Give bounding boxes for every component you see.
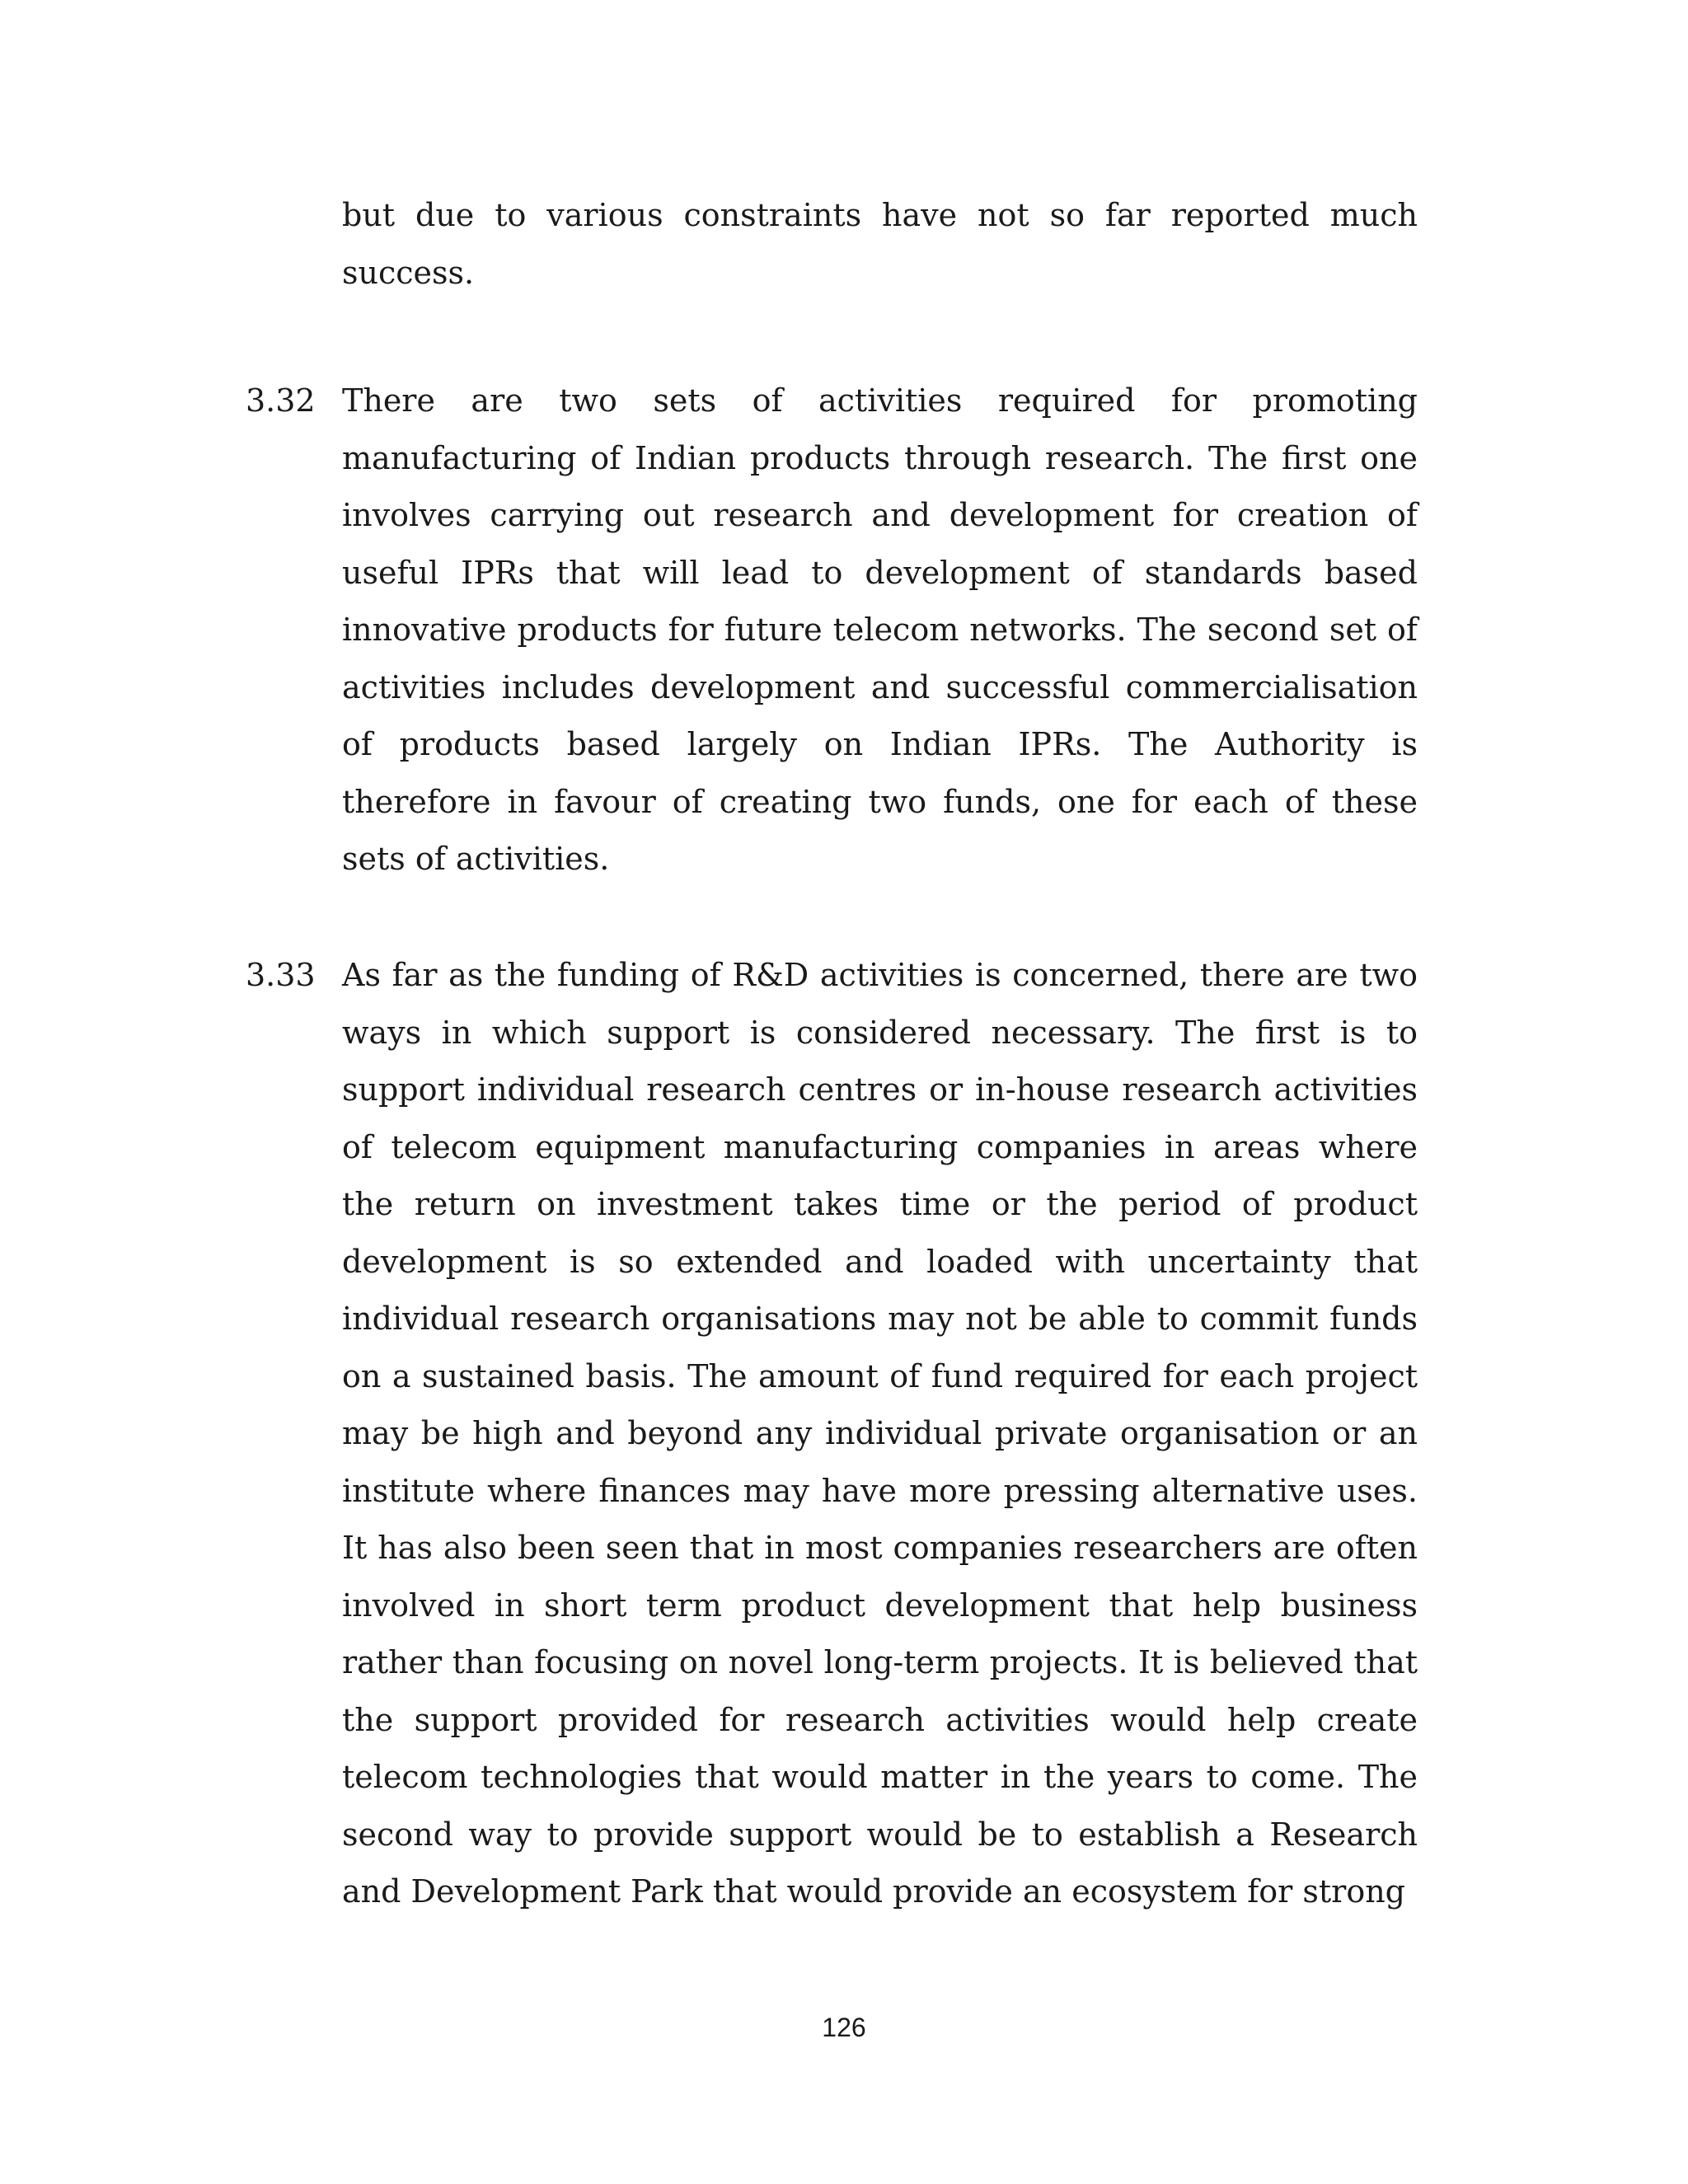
paragraph-3-33: As far as the funding of R&D activities is concerned, there are two ways in which support is considered necessary. The first is to support individual research centres or in-house research activities of telecom equipment manufacturing companies in areas where the return on investment takes time or the period of product development is so extended and loaded with uncertainty that individual research organisations may not be able to commit funds on a sustained basis. The amount of fund required for each project may be high and beyond any individual private organisation or an institute where finances may have more pressing alternative uses. It has also been seen that in most companies researchers are often involved in short term product development that help business rather than focusing on novel long-term projects. It is believed that the support provided for research activities would help create telecom technologies that would matter in the years to come. The second way to provide support would be to establish a Research and Development Park that would provide an ecosystem for strong xyxy=(342,957,1418,1910)
paragraph-number-3-32: 3.32 xyxy=(246,382,316,419)
paragraph-number-3-33: 3.33 xyxy=(246,957,316,993)
continuation-paragraph: but due to various constraints have not so far reported much success. xyxy=(342,197,1418,291)
paragraph-3-32: There are two sets of activities required for promoting manufacturing of Indian products through research. The first one involves carrying out research and development for creation of useful IPRs that will lead to development of standards based innovative products for future telecom networks. The second set of activities includes development and successful commercialisation of products based largely on Indian IPRs. The Authority is therefore in favour of creating two funds, one for each of these sets of activities. xyxy=(342,382,1418,877)
page-number: 126 xyxy=(822,2013,866,2042)
